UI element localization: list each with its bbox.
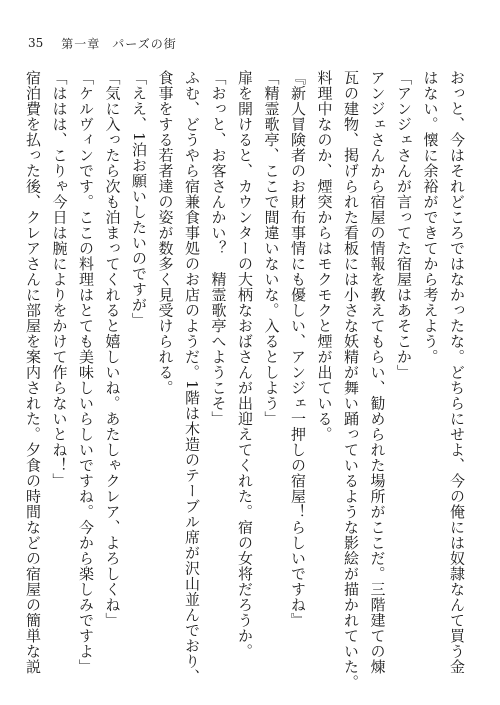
text-line: 宿泊費を払った後、クレアさんに部屋を案内された。夕食の時間などの宿屋の簡単な説 xyxy=(24,70,42,675)
text-line: 「精霊歌亭、ここで間違いないな。入るとしよう」 xyxy=(262,70,281,427)
text-line: 瓦の建物、掲げられた看板には小さな妖精が舞い踊っているような影絵が描かれていた。 xyxy=(342,70,360,690)
text-line: はない。懐に余裕ができてから考えよう。 xyxy=(421,70,440,365)
text-line: おっと、今はそれどころではなかったな。どちらにせよ、今の俺には奴隷なんて買う金 xyxy=(448,70,466,675)
text-line: 食事をする若者達の姿が数多く見受けられる。 xyxy=(156,70,175,396)
text-line: 「気に入ったら次も泊まってくれると嬉しいね。あたしゃクレア、よろしくね」 xyxy=(103,70,122,628)
section-title: パーズの街 xyxy=(112,36,177,51)
text-line: 「ええ、1泊お願いしたいのですが」 xyxy=(130,70,148,329)
text-line: 料理中なのか、煙突からはモクモクと煙が出ている。 xyxy=(315,70,334,442)
text-line: 「アンジェさんが言ってた宿屋はあそこか」 xyxy=(395,70,413,380)
text-line: 「おっと、お客さんかい？ 精霊歌亭へようこそ」 xyxy=(209,70,228,427)
text-line: 扉を開けると、カウンターの大柄なおばさんが出迎えてくれた。宿の女将だろうか。 xyxy=(236,70,254,659)
text-line: 「ケルヴィンです。ここの料理はとても美味しいらしいですね。今から楽しみですよ」 xyxy=(77,70,95,675)
text-line: 『新人冒険者のお財布事情にも優しい、アンジェ一押しの宿屋！らしいですね』 xyxy=(289,70,307,628)
text-line: ふむ、どうやら宿兼食事処のお店のようだ。1階は木造のテーブル席が沢山並んでおり、 xyxy=(183,70,201,685)
text-line: 「ははは、こりゃ今日は腕によりをかけて作らないとね！」 xyxy=(50,70,69,489)
vertical-text-body xyxy=(24,70,470,690)
chapter-label: 第一章 xyxy=(61,36,101,51)
text-line: アンジェさんから宿屋の情報を教えてもらい、勧められた場所がここだ。三階建ての煉 xyxy=(368,70,387,675)
running-header xyxy=(28,32,468,54)
page-number: 35 xyxy=(28,36,44,50)
